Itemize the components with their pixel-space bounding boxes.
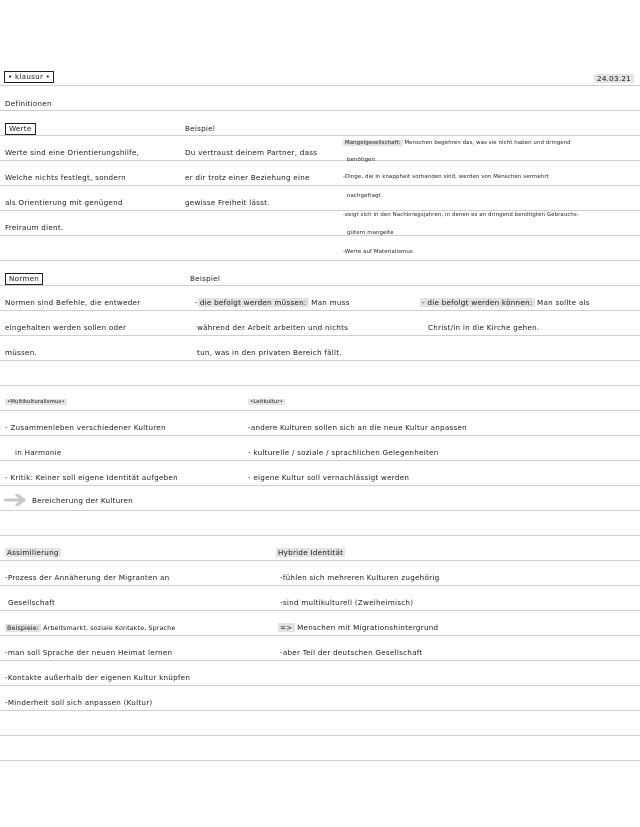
must-highlight: die befolgt werden müssen: xyxy=(199,298,307,307)
assimilierung-heading: Assimilierung xyxy=(7,548,59,557)
normen-line: müssen. xyxy=(5,348,38,357)
werte-example-label: Beispiel xyxy=(185,124,216,133)
hybride-arrow-line: => Menschen mit Migrationshintergrund xyxy=(280,623,439,632)
can-highlight: - die befolgt werden können: xyxy=(422,298,533,307)
mangel-line: benötigen xyxy=(347,157,376,163)
werte-line: Werte sind eine Orientierungshilfe, xyxy=(5,148,140,157)
multi-line: - Kritik: Keiner soll eigene Identität aufgeben xyxy=(5,473,178,482)
normen-example-line: tun, was in den privaten Bereich fällt. xyxy=(197,348,342,357)
arrow-label: => xyxy=(280,623,293,632)
mangel-line: -Dinge, die in knappheit vorhanden sind, werden von Menschen vermehrt xyxy=(343,174,549,180)
multi-line: in Harmonie xyxy=(15,448,62,457)
assim-line: Gesellschaft xyxy=(8,598,56,607)
mangel-line: gütern mangelte xyxy=(347,230,394,236)
hybride-line: -fühlen sich mehreren Kulturen zugehörig xyxy=(280,573,440,582)
assim-line: -Minderheit soll sich anpassen (Kultur) xyxy=(5,698,153,707)
werte-example-line: Du vertraust deinem Partner, dass xyxy=(185,148,318,157)
mangel-line: -zeigt sich in den Nachkriegsjahren, in denen es an dringend benötigten Gebrauchs- xyxy=(343,212,579,218)
assim-line: -Prozess der Annäherung der Migranten an xyxy=(5,573,170,582)
mangel-line: nachgefragt xyxy=(347,193,381,199)
normen-example-first: - die befolgt werden müssen: Man muss xyxy=(195,298,350,307)
mangel-line: -Werte auf Materialismus xyxy=(343,249,413,255)
normen-example-second: - die befolgt werden können: Man sollte als xyxy=(422,298,590,307)
hybride-line: -aber Teil der deutschen Gesellschaft xyxy=(280,648,423,657)
assim-beispiele: Beispiele: Arbeitsmarkt, soziale Kontakte, Sprache xyxy=(7,624,176,632)
normen-line: Normen sind Befehle, die entweder xyxy=(5,298,141,307)
hybride-heading: Hybride Identität xyxy=(278,548,344,557)
assim-line: -Kontakte außerhalb der eigenen Kultur knüpfen xyxy=(5,673,191,682)
werte-line: als Orientierung mit genügend xyxy=(5,198,123,207)
werte-example-line: er dir trotz einer Beziehung eine xyxy=(185,173,310,182)
normen-example-label: Beispiel xyxy=(190,274,221,283)
werte-line: Freiraum dient. xyxy=(5,223,64,232)
hybride-line: -sind multikulturell (Zweiheimisch) xyxy=(280,598,414,607)
multikulturalismus-heading: •Multikulturalismus• xyxy=(7,399,65,405)
leitkultur-heading: •Leitkultur• xyxy=(250,399,284,405)
multi-arrow-text: Bereicherung der Kulturen xyxy=(32,496,133,505)
assim-line: -man soll Sprache der neuen Heimat lernen xyxy=(5,648,173,657)
definitions-label: Definitionen xyxy=(5,99,52,108)
leit-line: - kulturelle / soziale / sprachlichen Gelegenheiten xyxy=(248,448,439,457)
normen-line: eingehalten werden sollen oder xyxy=(5,323,127,332)
werte-heading: Werte xyxy=(5,123,36,135)
multi-line: - Zusammenleben verschiedener Kulturen xyxy=(5,423,166,432)
normen-heading: Normen xyxy=(5,273,43,285)
arrow-right-icon xyxy=(4,494,28,506)
leit-line: -andere Kulturen sollen sich an die neue Kultur anpassen xyxy=(248,423,467,432)
leit-line: - eigene Kultur soll vernachlässigt werden xyxy=(248,473,410,482)
mangelgesellschaft-line: Mangelgesellschaft: Menschen begehren das, was sie nicht haben und dringend xyxy=(345,140,571,146)
normen-example-line: Christ/in in die Kirche gehen. xyxy=(428,323,540,332)
page-title: • klausur • xyxy=(4,71,54,83)
beispiele-label: Beispiele: xyxy=(7,624,40,632)
normen-example-line: während der Arbeit arbeiten und nichts xyxy=(197,323,349,332)
date-label: 24.03.21 xyxy=(594,74,634,83)
werte-line: Welche nichts festlegt, sondern xyxy=(5,173,126,182)
mangelgesellschaft-term: Mangelgesellschaft: xyxy=(345,140,401,146)
werte-example-line: gewisse Freiheit lässt. xyxy=(185,198,270,207)
